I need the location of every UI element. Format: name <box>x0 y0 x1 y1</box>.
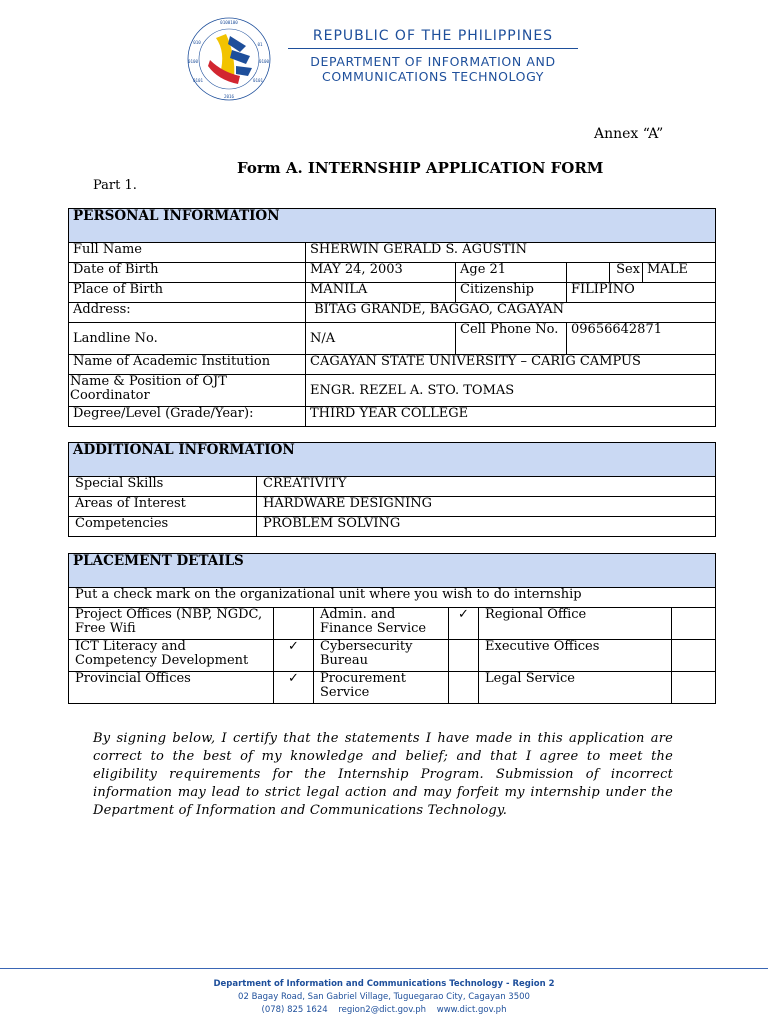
competencies-value[interactable]: PROBLEM SOLVING <box>257 517 716 537</box>
department-title <box>288 54 578 84</box>
institution-value[interactable]: CAGAYAN STATE UNIVERSITY – CARIG CAMPUS <box>306 355 716 375</box>
unit-checkbox[interactable]: ✓ <box>274 640 314 672</box>
footer-contacts <box>0 1004 768 1017</box>
placement-details-table <box>68 553 716 704</box>
svg-text:01: 01 <box>257 42 263 47</box>
citizenship-value[interactable]: FILIPINO <box>567 283 716 303</box>
landline-value[interactable]: N/A <box>306 323 456 355</box>
svg-text:0101: 0101 <box>252 78 264 83</box>
unit-label: Admin. and Finance Service <box>314 608 449 640</box>
section-heading-personal: PERSONAL INFORMATION <box>69 209 716 243</box>
unit-checkbox[interactable] <box>274 608 314 640</box>
coordinator-value[interactable]: ENGR. REZEL A. STO. TOMAS <box>306 375 716 407</box>
footer-divider <box>0 968 768 969</box>
letterhead <box>0 0 768 110</box>
pob-label: Place of Birth <box>69 283 306 303</box>
placement-row <box>69 640 716 672</box>
unit-checkbox[interactable]: ✓ <box>449 608 479 640</box>
unit-checkbox[interactable] <box>672 672 716 704</box>
placement-row <box>69 672 716 704</box>
full-name-value[interactable]: SHERWIN GERALD S. AGUSTIN <box>306 243 716 263</box>
degree-label: Degree/Level (Grade/Year): <box>69 407 306 427</box>
footer-department: Department of Information and Communications Technology - Region 2 <box>213 979 555 989</box>
institution-label: Name of Academic Institution <box>69 355 306 375</box>
age-label: Age 21 <box>456 263 567 283</box>
footer-website[interactable]: www.dict.gov.ph <box>436 1005 507 1015</box>
unit-label: Provincial Offices <box>69 672 274 704</box>
cell-phone-label: Cell Phone No. <box>456 323 567 355</box>
cell-phone-value[interactable]: 09656642871 <box>567 323 716 355</box>
unit-checkbox[interactable]: ✓ <box>274 672 314 704</box>
department-line-1: DEPARTMENT OF INFORMATION AND <box>310 54 556 69</box>
dob-label: Date of Birth <box>69 263 306 283</box>
age-value[interactable] <box>567 263 610 283</box>
areas-of-interest-label: Areas of Interest <box>69 497 257 517</box>
svg-text:0100100: 0100100 <box>220 20 238 25</box>
unit-label: Executive Offices <box>479 640 672 672</box>
declaration-text: By signing below, I certify that the statements I have made in this application are correct to the best of my knowledge and belief; and that I agree to meet the eligibility requirements for the Internship Program. Submission of incorrect information may lead to strict legal action and may forfeit my internship under the Department of Information and Communications Technology. <box>93 731 673 818</box>
unit-label: Legal Service <box>479 672 672 704</box>
form-title: Form A. INTERNSHIP APPLICATION FORM <box>237 159 604 177</box>
placement-row <box>69 608 716 640</box>
section-heading-placement: PLACEMENT DETAILS <box>69 554 716 588</box>
unit-checkbox[interactable] <box>449 672 479 704</box>
pob-value[interactable]: MANILA <box>306 283 456 303</box>
footer-address: 02 Bagay Road, San Gabriel Village, Tuguegarao City, Cagayan 3500 <box>238 992 530 1002</box>
dict-seal-logo <box>186 16 272 102</box>
personal-information-table <box>68 208 716 427</box>
sex-value[interactable]: MALE <box>643 263 716 283</box>
competencies-label: Competencies <box>69 517 257 537</box>
coordinator-label: Name & Position of OJT Coordinator <box>69 375 306 407</box>
unit-checkbox[interactable] <box>672 608 716 640</box>
degree-value[interactable]: THIRD YEAR COLLEGE <box>306 407 716 427</box>
address-value[interactable]: BITAG GRANDE, BAGGAO, CAGAYAN <box>306 303 716 323</box>
svg-text:010: 010 <box>193 40 201 45</box>
citizenship-label: Citizenship <box>456 283 567 303</box>
unit-label: Regional Office <box>479 608 672 640</box>
unit-label: Project Offices (NBP, NGDC, Free Wifi <box>69 608 274 640</box>
unit-checkbox[interactable] <box>449 640 479 672</box>
footer <box>0 978 768 1017</box>
svg-text:0100: 0100 <box>258 59 270 64</box>
annex-label: Annex “A” <box>594 126 664 142</box>
address-label: Address: <box>69 303 306 323</box>
full-name-label: Full Name <box>69 243 306 263</box>
seal-icon <box>186 16 272 102</box>
section-heading-additional: ADDITIONAL INFORMATION <box>69 443 716 477</box>
unit-label: ICT Literacy and Competency Development <box>69 640 274 672</box>
part-label: Part 1. <box>93 178 137 193</box>
agency-name <box>288 28 578 84</box>
svg-text:2016: 2016 <box>223 94 235 99</box>
footer-phone: (078) 825 1624 <box>261 1005 328 1015</box>
footer-email[interactable]: region2@dict.gov.ph <box>338 1005 427 1015</box>
placement-instruction: Put a check mark on the organizational unit where you wish to do internship <box>69 588 716 608</box>
special-skills-label: Special Skills <box>69 477 257 497</box>
unit-label: Procurement Service <box>314 672 449 704</box>
unit-label: Cybersecurity Bureau <box>314 640 449 672</box>
landline-label: Landline No. <box>69 323 306 355</box>
additional-information-table <box>68 442 716 537</box>
republic-title: REPUBLIC OF THE PHILIPPINES <box>288 28 578 49</box>
sex-label: Sex <box>610 263 643 283</box>
svg-text:0100: 0100 <box>187 59 199 64</box>
areas-of-interest-value[interactable]: HARDWARE DESIGNING <box>257 497 716 517</box>
dob-value[interactable]: MAY 24, 2003 <box>306 263 456 283</box>
unit-checkbox[interactable] <box>672 640 716 672</box>
department-line-2: COMMUNICATIONS TECHNOLOGY <box>322 69 544 84</box>
special-skills-value[interactable]: CREATIVITY <box>257 477 716 497</box>
svg-text:0101: 0101 <box>192 78 204 83</box>
